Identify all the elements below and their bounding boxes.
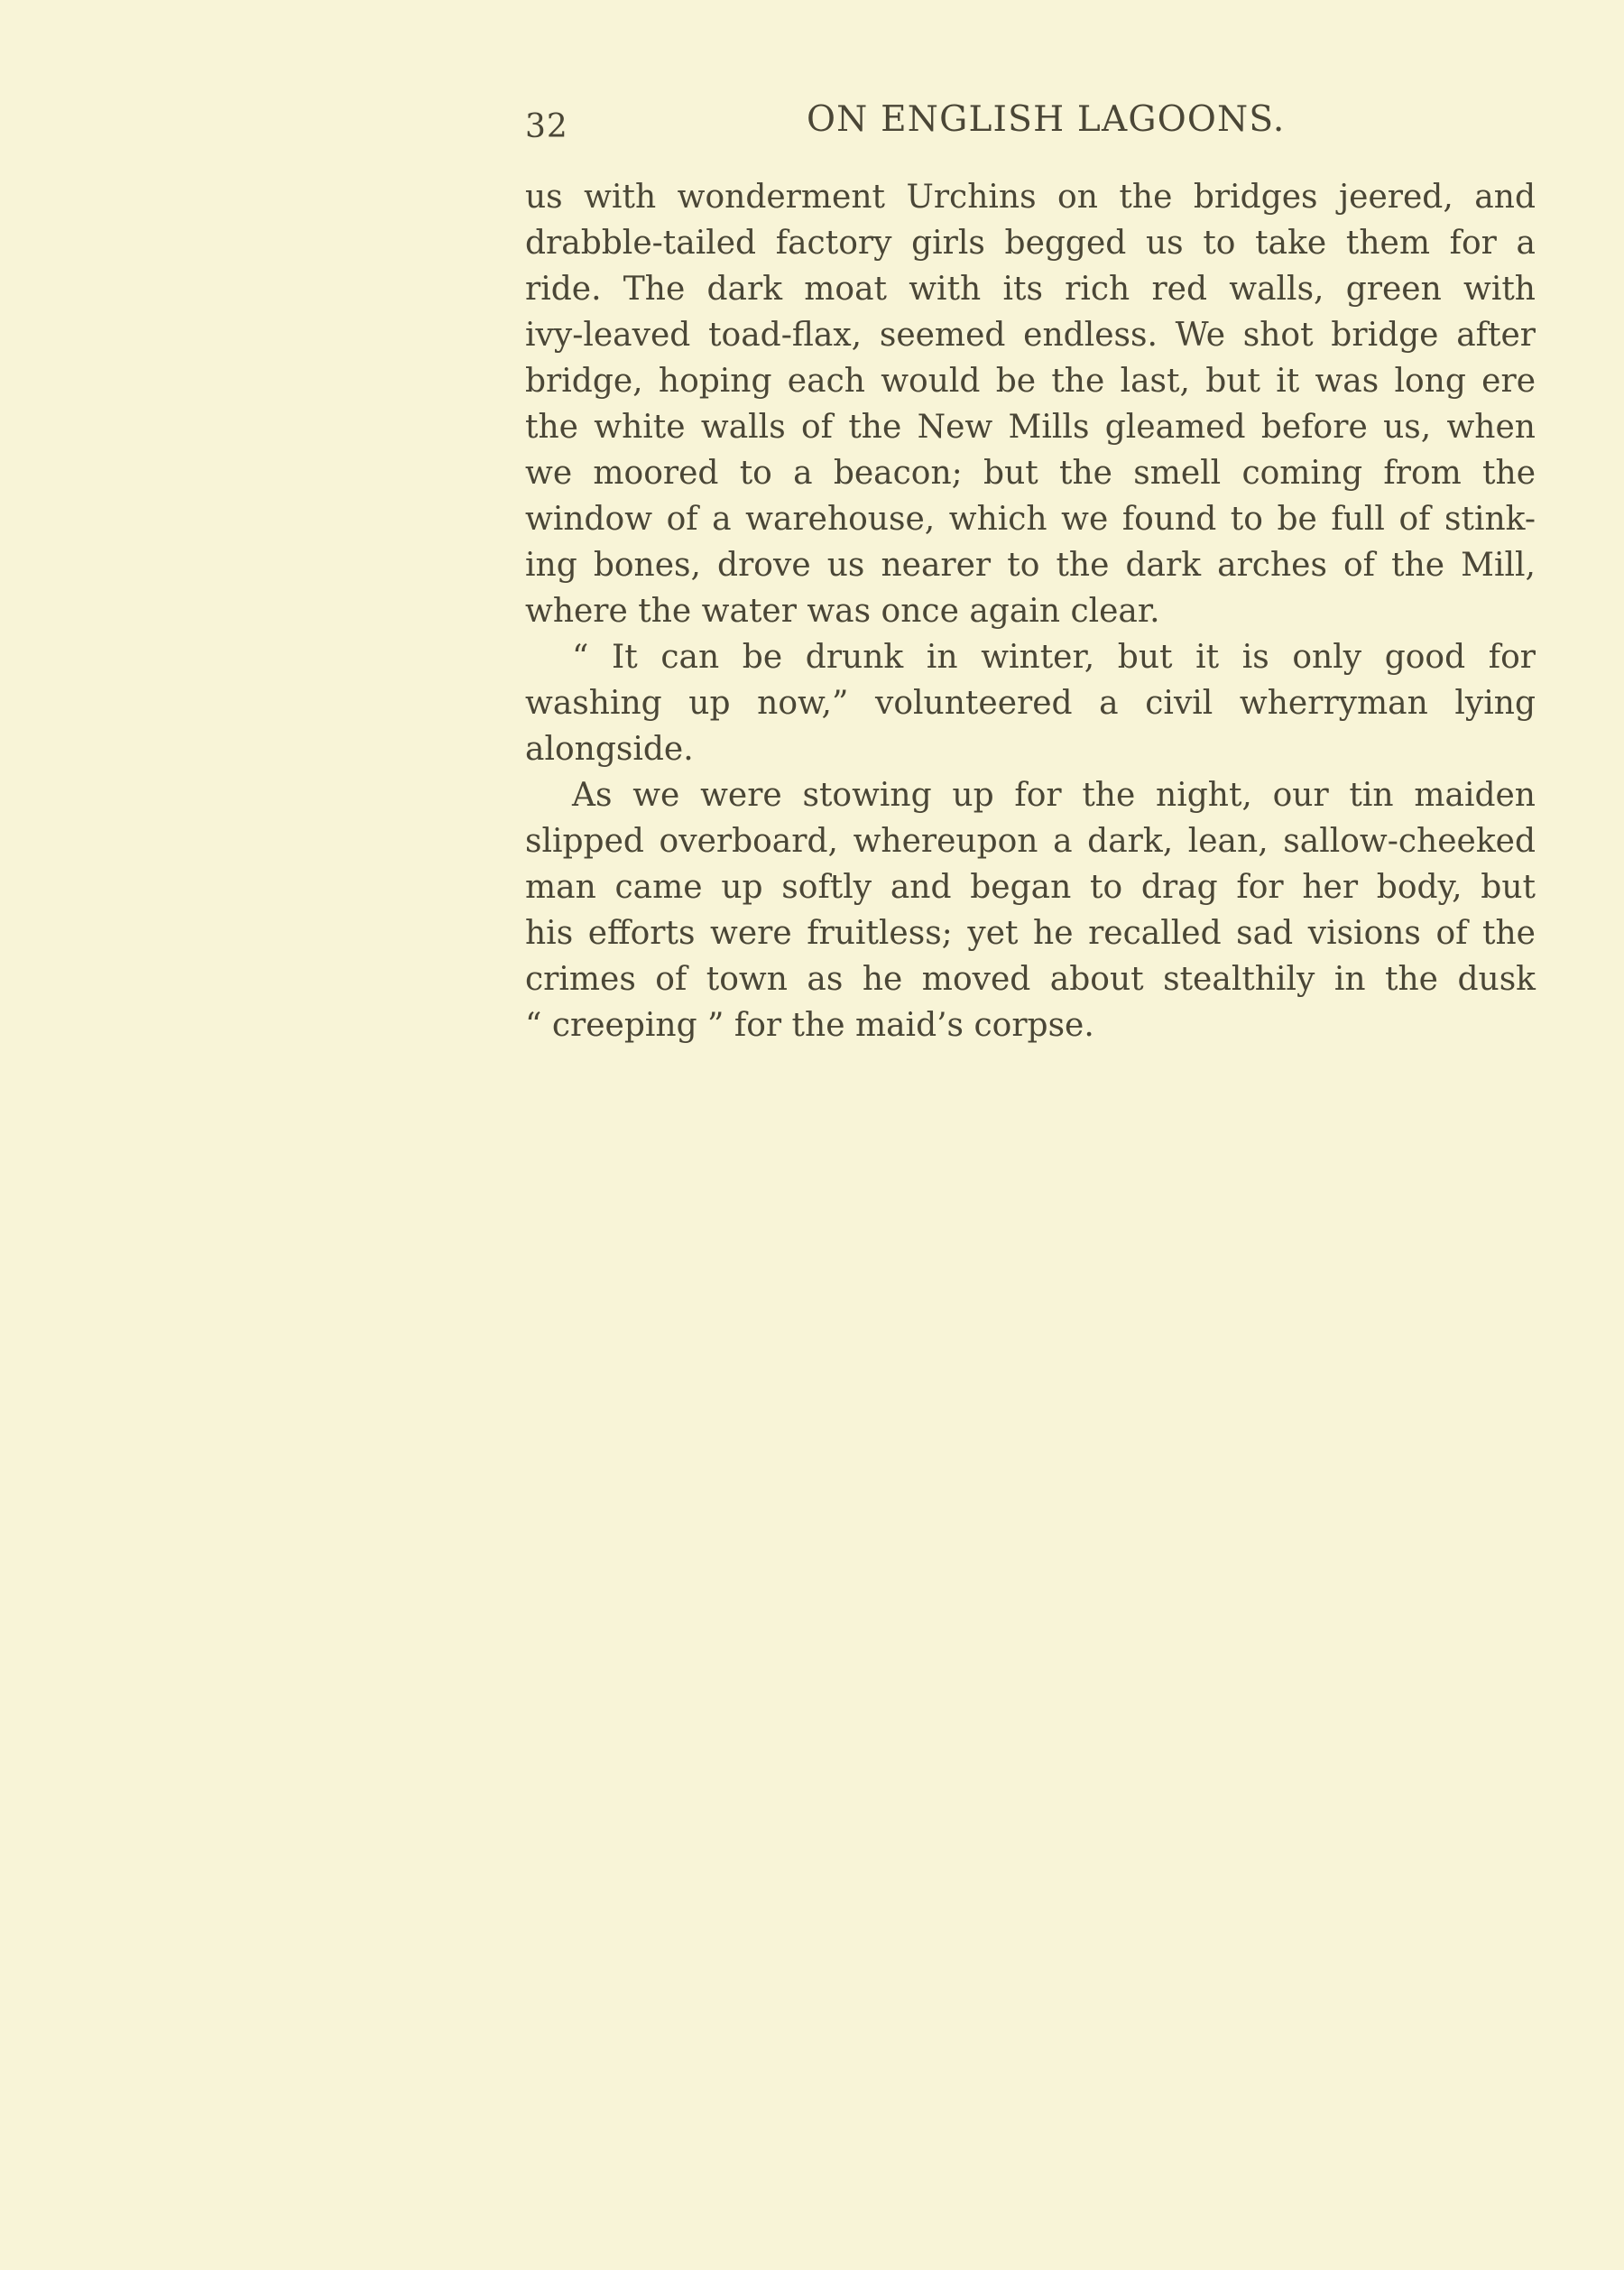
text-line: ing bones, drove us nearer to the dark arches of the Mill, <box>525 547 1536 584</box>
text-line: slipped overboard, whereupon a dark, lean, sallow-cheeked <box>525 823 1536 860</box>
text-line: his efforts were fruitless; yet he recalled sad visions of the <box>525 915 1536 952</box>
text-line: As we were stowing up for the night, our tin maiden <box>572 777 1536 814</box>
running-title: ON ENGLISH LAGOONS. <box>807 99 1286 140</box>
text-line: the white walls of the New Mills gleamed before us, when <box>525 409 1536 446</box>
body-text <box>525 174 1536 1048</box>
text-line: us with wonderment Urchins on the bridges jeered, and <box>525 179 1536 216</box>
page-number: 32 <box>525 108 568 145</box>
text-line: ride. The dark moat with its rich red walls, green with <box>525 271 1536 308</box>
text-line: “ It can be drunk in winter, but it is only good for <box>572 639 1536 676</box>
text-line: where the water was once again clear. <box>525 593 1160 630</box>
text-line: we moored to a beacon; but the smell coming from the <box>525 455 1536 492</box>
text-line: crimes of town as he moved about stealthily in the dusk <box>525 961 1536 998</box>
text-line: man came up softly and began to drag for her body, but <box>525 869 1536 906</box>
text-line: window of a warehouse, which we found to be full of stink- <box>525 501 1536 538</box>
text-line: washing up now,” volunteered a civil wherryman lying <box>525 685 1536 722</box>
page-header <box>525 96 1536 150</box>
text-line: drabble-tailed factory girls begged us to take them for a <box>525 225 1536 262</box>
text-line: bridge, hoping each would be the last, but it was long ere <box>525 363 1536 400</box>
text-line: “ creeping ” for the maid’s corpse. <box>525 1007 1094 1044</box>
text-line: ivy-leaved toad-flax, seemed endless. We shot bridge after <box>525 317 1536 354</box>
text-line: alongside. <box>525 731 694 768</box>
